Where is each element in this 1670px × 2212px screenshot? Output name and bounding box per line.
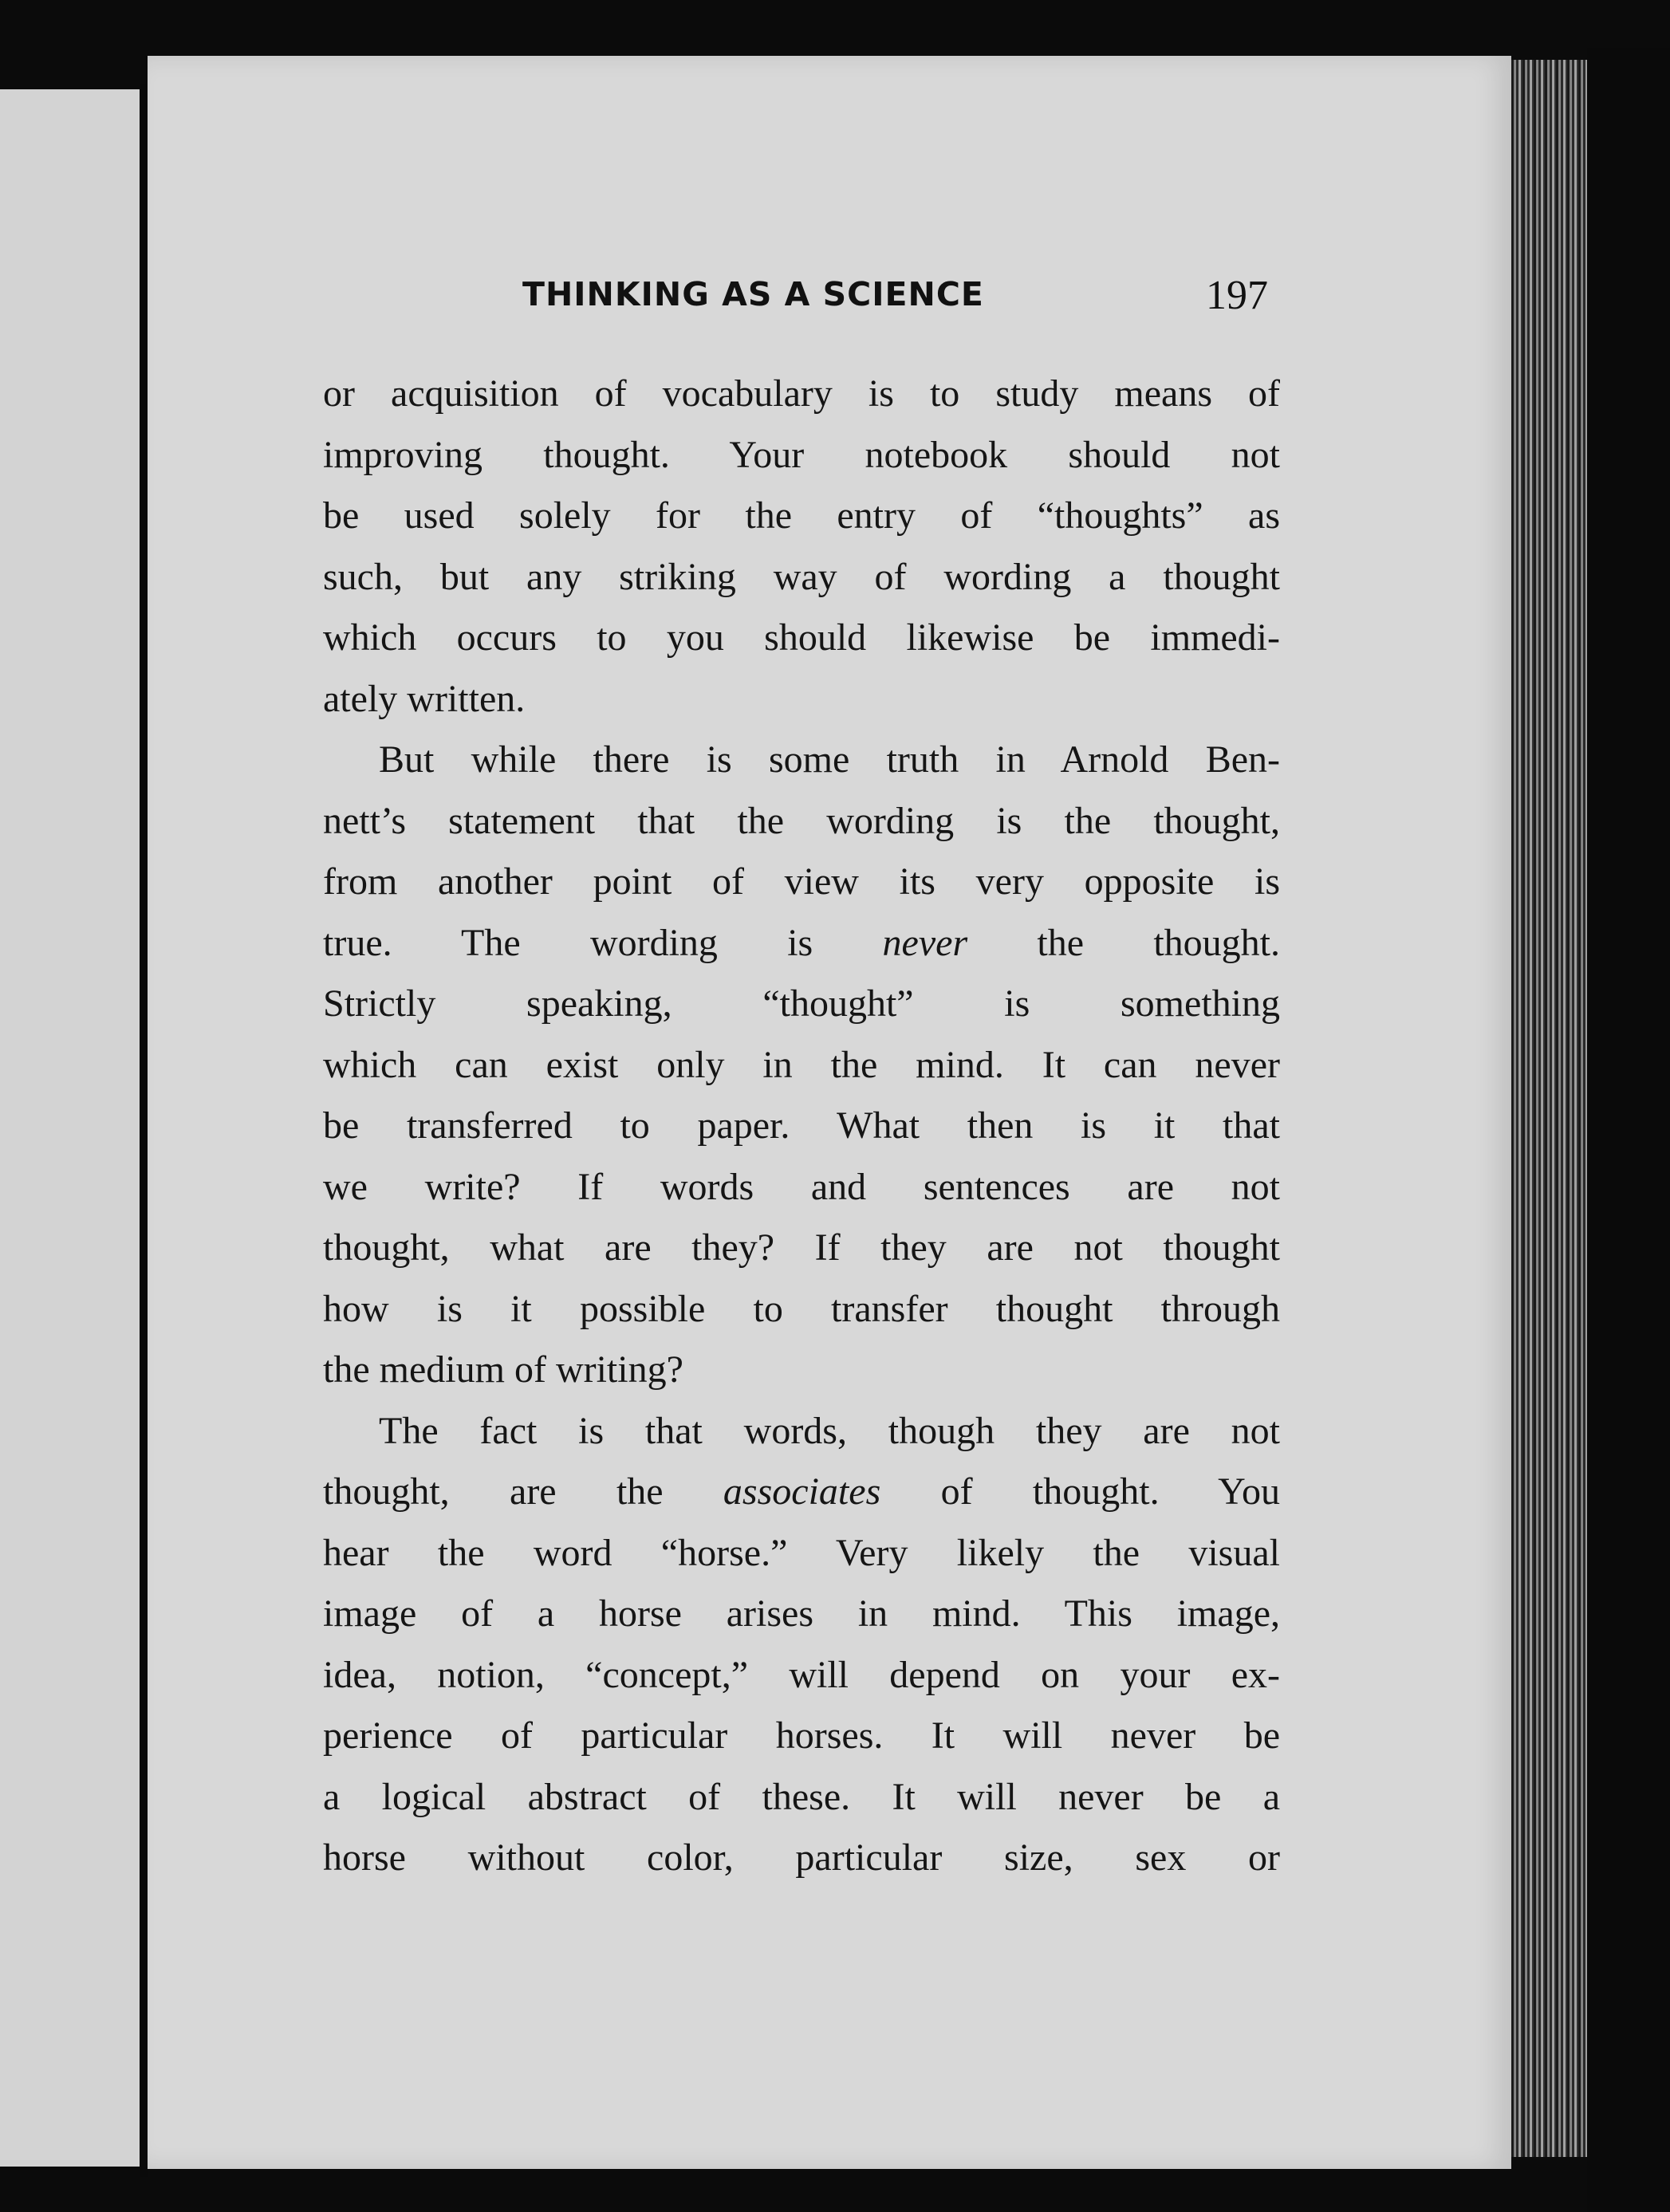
text-line: or acquisition of vocabulary is to study means of: [323, 372, 1280, 415]
paragraph-first-line: But while there is some truth in Arnold Ben-: [379, 738, 1280, 781]
text-line: hear the word “horse.” Very likely the visual: [323, 1531, 1280, 1574]
text-run: the thought.: [967, 921, 1281, 964]
paragraph-first-line: The fact is that words, though they are not: [379, 1409, 1280, 1452]
text-line: we write? If words and sentences are not: [323, 1165, 1280, 1208]
text-run: of thought. You: [880, 1470, 1281, 1513]
text-line: which occurs to you should likewise be immedi-: [323, 616, 1280, 659]
text-line: be used solely for the entry of “thoughts” as: [323, 494, 1280, 537]
text-line: be transferred to paper. What then is it that: [323, 1104, 1280, 1147]
text-line: horse without color, particular size, sex or: [323, 1836, 1280, 1879]
emphasis-text: never: [882, 921, 968, 964]
running-head-title: THINKING AS A SCIENCE: [522, 275, 984, 313]
text-line: improving thought. Your notebook should not: [323, 433, 1280, 476]
scan-background: [1587, 48, 1670, 2212]
text-line: thought, what are they? If they are not thought: [323, 1226, 1280, 1269]
text-line: how is it possible to transfer thought through: [323, 1287, 1280, 1330]
text-line: a logical abstract of these. It will never be a: [323, 1775, 1280, 1818]
text-line: such, but any striking way of wording a thought: [323, 555, 1280, 598]
page-number: 197: [1206, 273, 1268, 318]
text-line: the medium of writing?: [323, 1348, 683, 1391]
emphasis-text: associates: [723, 1470, 881, 1513]
body-text: [323, 364, 1280, 1889]
text-line: [323, 913, 1280, 974]
text-line: image of a horse arises in mind. This image,: [323, 1592, 1280, 1635]
text-line: which can exist only in the mind. It can never: [323, 1043, 1280, 1086]
text-line: nett’s statement that the wording is the thought,: [323, 799, 1280, 842]
text-run: thought, are the: [323, 1470, 723, 1513]
text-line: perience of particular horses. It will never be: [323, 1714, 1280, 1757]
text-line: [323, 1462, 1280, 1523]
text-run: true. The wording is: [323, 921, 883, 964]
text-line: ately written.: [323, 677, 526, 720]
text-line: idea, notion, “concept,” will depend on your ex-: [323, 1653, 1280, 1696]
left-page-edge: [0, 89, 140, 2167]
text-line: Strictly speaking, “thought” is something: [323, 982, 1280, 1025]
text-line: from another point of view its very opposite is: [323, 860, 1280, 903]
running-head: [522, 275, 1268, 323]
book-gutter: [140, 84, 148, 2177]
